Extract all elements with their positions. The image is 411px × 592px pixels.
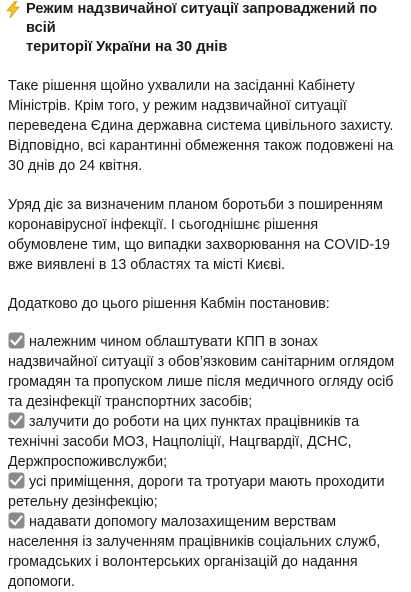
post-title-line1: Режим надзвичайної ситуації запроваджений по всій — [26, 1, 378, 36]
paragraph-1: Таке рішення щойно ухвалили на засіданні Кабінету Міністрів. Крім того, у режим надзвичайної ситуації переведена Єдина державна система цивільного захисту. Відповідно, всі карантинні обмеження також подовжені на 30 днів до 24 квітня. — [8, 78, 394, 174]
decision-list — [6, 332, 401, 592]
post-title — [6, 0, 401, 57]
list-item — [8, 472, 401, 512]
list-item — [8, 512, 401, 592]
list-item — [8, 332, 401, 412]
list-item-text: надавати допомогу малозахищеним верствам населення із залученням працівників соціальних служб, громадських і волонтерських організацій до надання допомоги. — [8, 514, 381, 590]
list-item-text: належним чином облаштувати КПП в зонах надзвичайної ситуації з обов’язковим санітарним оглядом громадян та пропуском лише після медичного огляду осіб та дезінфекції транспортних засобів; — [8, 334, 395, 410]
paragraph-3: Додатково до цього рішення Кабмін постановив: — [8, 296, 330, 312]
check-box-icon — [8, 472, 25, 489]
check-box-icon — [8, 412, 25, 429]
check-box-icon — [8, 332, 25, 349]
check-box-icon — [8, 512, 25, 529]
post-title-line2: території України на 30 днів — [26, 39, 228, 55]
list-item-text: усі приміщення, дороги та тротуари мають проходити ретельну дезінфекцію; — [8, 474, 385, 510]
lightning-icon — [6, 1, 20, 18]
list-item-text: залучити до роботи на цих пунктах працівників та технічні засоби МОЗ, Нацполіції, Нацгвардії, ДСНС, Держпроспоживслужби; — [8, 414, 360, 470]
paragraph-2: Уряд діє за визначеним планом боротьби з поширенням коронавірусної інфекції. І сьогоднішнє рішення обумовлене тим, що випадки захворювання на COVID-19 вже виявлені в 13 областях та місті Києві. — [8, 197, 391, 273]
list-item — [8, 412, 401, 472]
